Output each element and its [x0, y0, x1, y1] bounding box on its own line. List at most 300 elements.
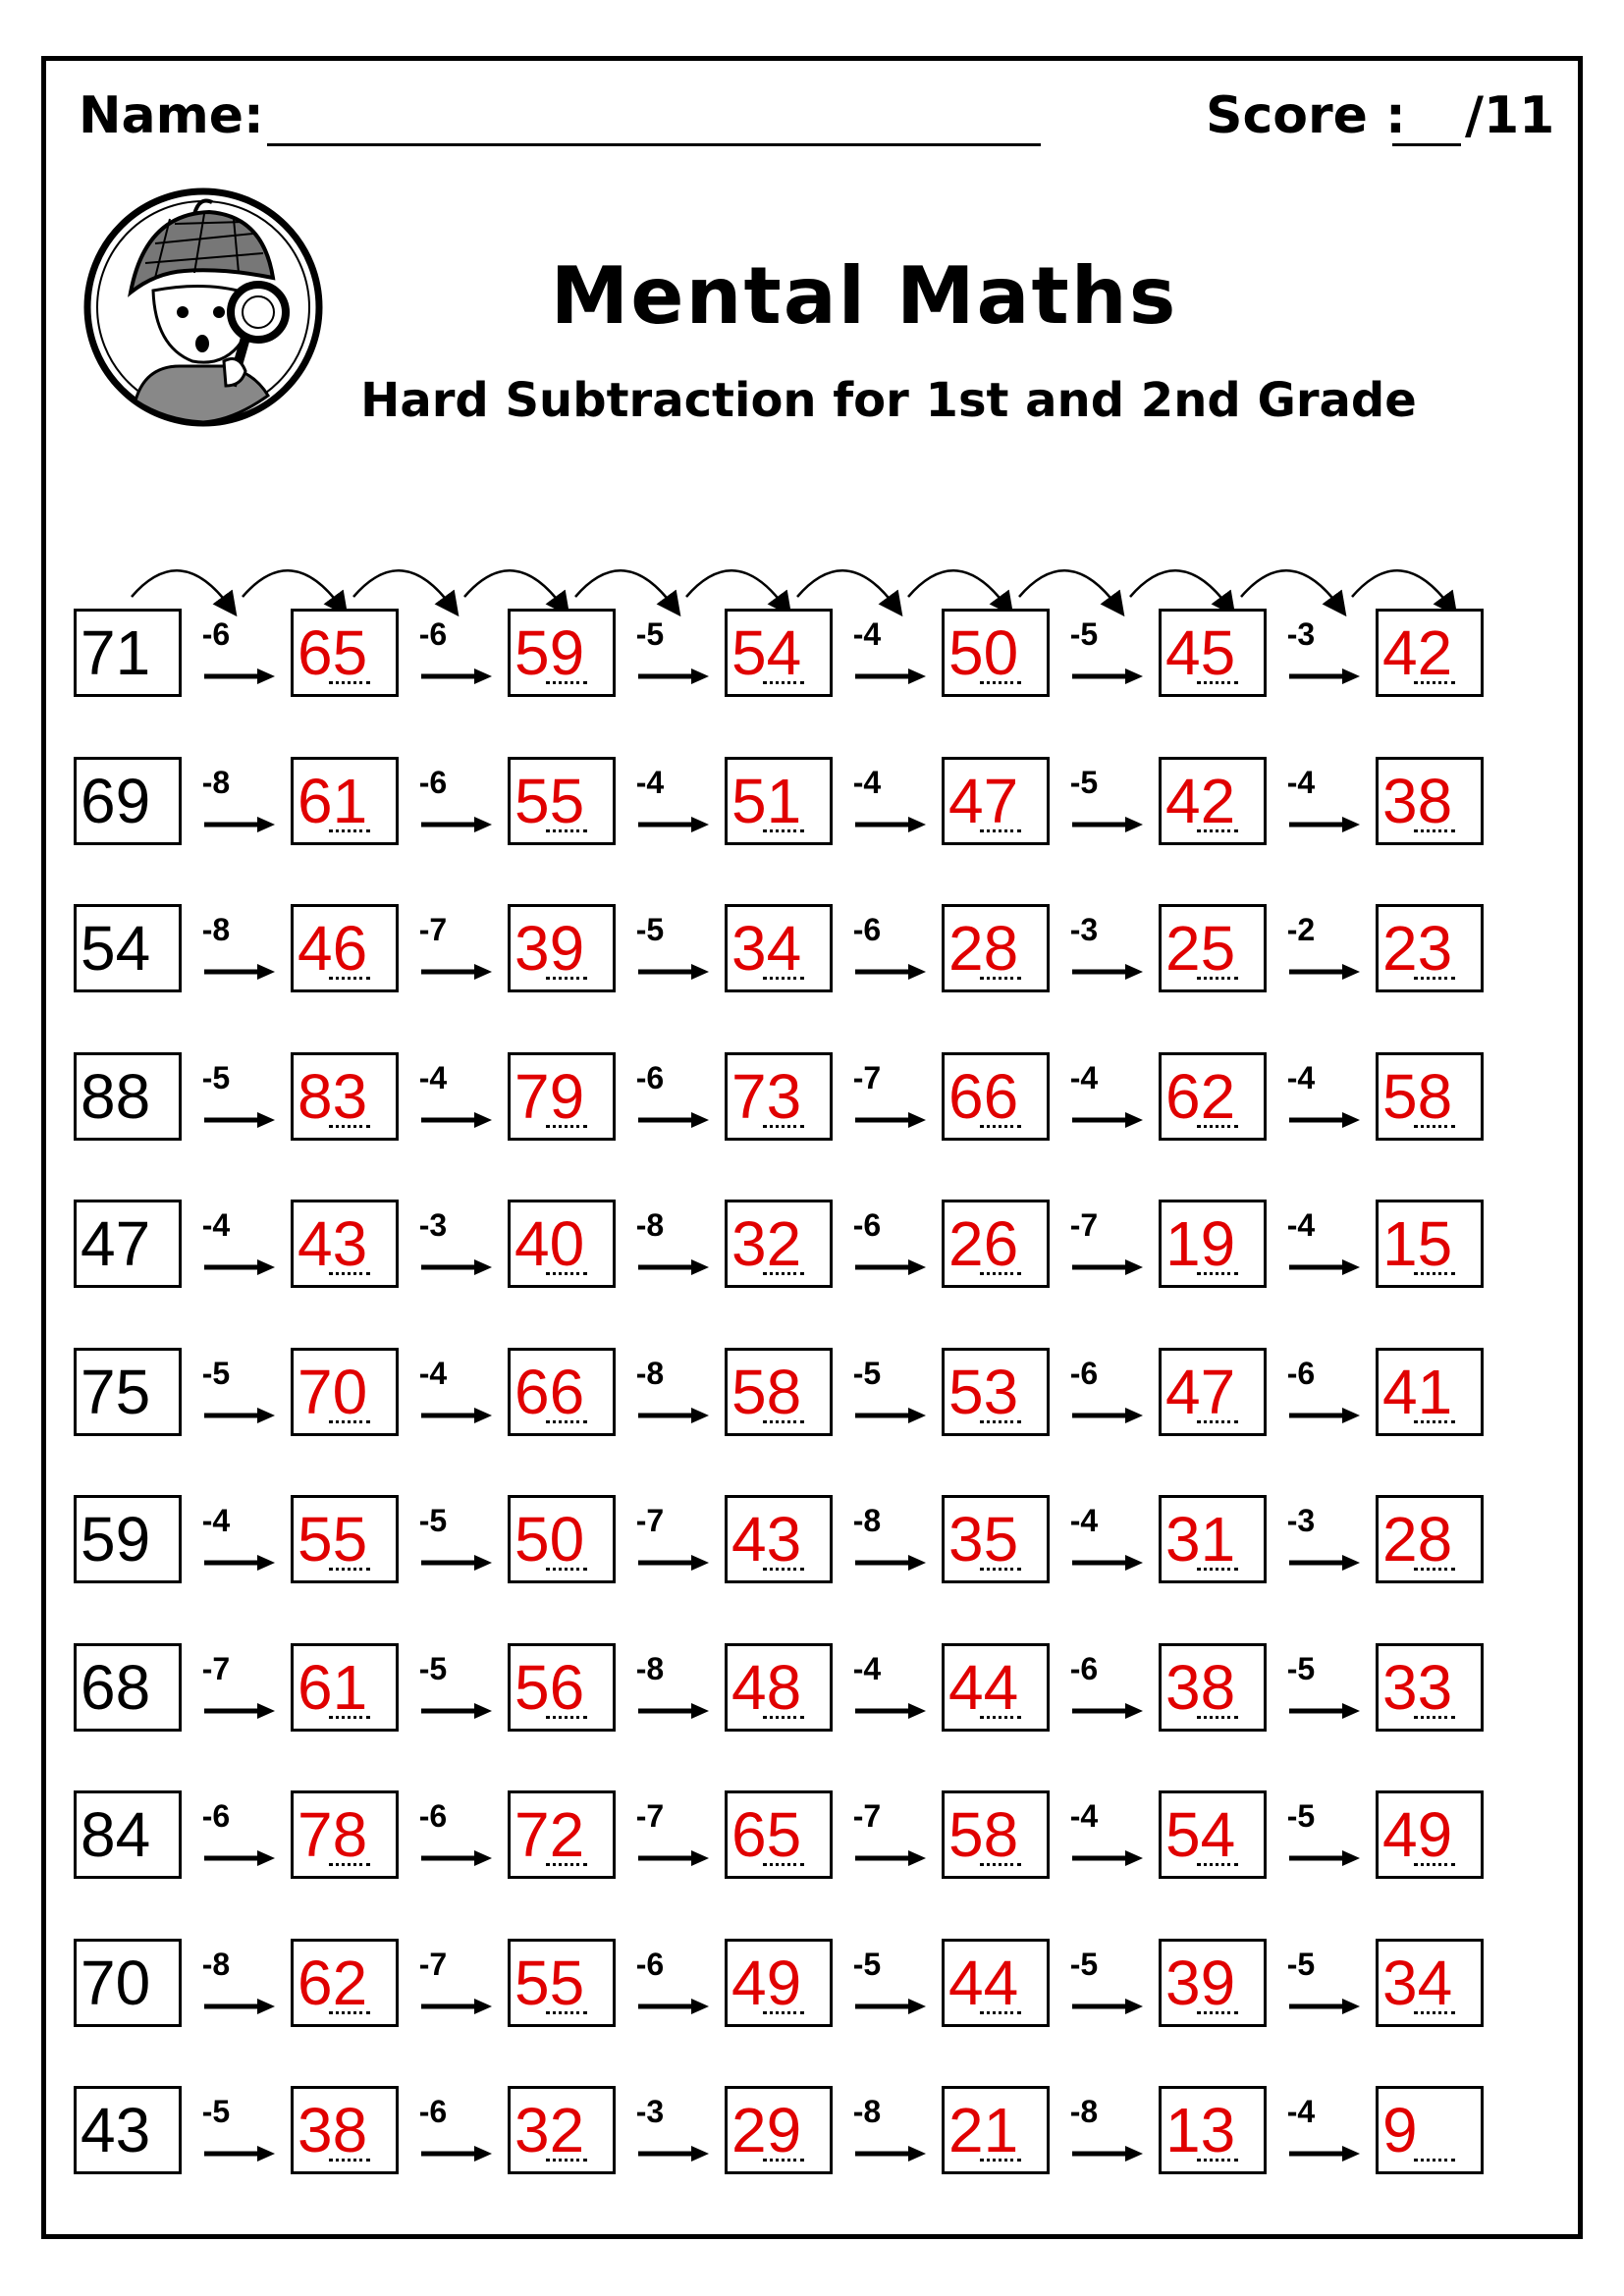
answer-value: 83: [298, 1061, 368, 1132]
right-arrow-icon: [1287, 1258, 1362, 1276]
answer-dotted-line: [763, 681, 804, 684]
right-arrow-icon: [636, 1702, 711, 1720]
answer-value: 72: [514, 1799, 585, 1870]
answer-value: 66: [948, 1061, 1019, 1132]
answer-box[interactable]: [508, 2086, 616, 2174]
answer-box[interactable]: [291, 1200, 399, 1288]
step-label: -4: [1069, 1060, 1099, 1095]
step-label: -6: [201, 1798, 231, 1834]
step-label: -7: [418, 912, 448, 947]
right-arrow-icon: [636, 1849, 711, 1867]
answer-value: 56: [514, 1652, 585, 1723]
answer-dotted-line: [329, 681, 370, 684]
step-label: -6: [852, 912, 882, 947]
answer-value: 55: [514, 766, 585, 836]
answer-box[interactable]: [291, 1348, 399, 1436]
step-label: -5: [1069, 1947, 1099, 1982]
answer-value: 13: [1165, 2095, 1236, 2165]
answer-dotted-line: [1197, 681, 1238, 684]
answer-dotted-line: [546, 2159, 587, 2162]
answer-box[interactable]: [942, 1939, 1050, 2027]
answer-value: 62: [298, 1948, 368, 2018]
right-arrow-icon: [636, 1258, 711, 1276]
score-total: /11: [1465, 86, 1555, 145]
answer-value: 15: [1382, 1208, 1453, 1279]
answer-box[interactable]: [291, 2086, 399, 2174]
answer-value: 29: [731, 2095, 802, 2165]
step-label: -6: [201, 616, 231, 652]
answer-box[interactable]: [1376, 1348, 1484, 1436]
answer-value: 42: [1382, 617, 1453, 688]
answer-value: 43: [731, 1504, 802, 1575]
step-label: -8: [201, 1947, 231, 1982]
right-arrow-icon: [636, 1407, 711, 1424]
right-arrow-icon: [1287, 1111, 1362, 1129]
answer-value: 41: [1382, 1357, 1453, 1427]
answer-dotted-line: [1414, 1568, 1455, 1571]
right-arrow-icon: [419, 1258, 494, 1276]
answer-box[interactable]: [942, 1790, 1050, 1879]
answer-box[interactable]: [1159, 2086, 1267, 2174]
answer-dotted-line: [763, 2011, 804, 2014]
answer-value: 61: [298, 1652, 368, 1723]
answer-box[interactable]: [508, 1052, 616, 1141]
step-label: -7: [201, 1651, 231, 1686]
answer-value: 62: [1165, 1061, 1236, 1132]
answer-dotted-line: [546, 1716, 587, 1719]
answer-value: 38: [1165, 1652, 1236, 1723]
answer-value: 58: [731, 1357, 802, 1427]
step-label: -8: [201, 765, 231, 800]
answer-value: 55: [298, 1504, 368, 1575]
step-label: -3: [1069, 912, 1099, 947]
step-label: -4: [635, 765, 665, 800]
step-label: -7: [1069, 1207, 1099, 1243]
start-number-box: 84: [74, 1790, 182, 1879]
right-arrow-icon: [419, 963, 494, 981]
answer-box[interactable]: [725, 1643, 833, 1732]
answer-box[interactable]: [1376, 757, 1484, 845]
right-arrow-icon: [636, 1111, 711, 1129]
answer-box[interactable]: [1376, 1052, 1484, 1141]
answer-box[interactable]: [291, 1052, 399, 1141]
right-arrow-icon: [1287, 2145, 1362, 2163]
answer-value: 44: [948, 1948, 1019, 2018]
answer-value: 32: [731, 1208, 802, 1279]
answer-value: 34: [731, 913, 802, 984]
step-label: -5: [418, 1503, 448, 1538]
step-label: -6: [1286, 1356, 1316, 1391]
right-arrow-icon: [853, 1702, 928, 1720]
start-number-box: 43: [74, 2086, 182, 2174]
step-label: -8: [852, 2094, 882, 2129]
right-arrow-icon: [1070, 1258, 1145, 1276]
right-arrow-icon: [1070, 667, 1145, 685]
answer-value: 49: [731, 1948, 802, 2018]
answer-box[interactable]: [725, 1790, 833, 1879]
answer-box[interactable]: [1159, 1200, 1267, 1288]
step-label: -8: [1069, 2094, 1099, 2129]
answer-box[interactable]: [725, 1200, 833, 1288]
step-label: -4: [418, 1356, 448, 1391]
step-label: -6: [418, 2094, 448, 2129]
answer-value: 32: [514, 2095, 585, 2165]
step-label: -3: [418, 1207, 448, 1243]
answer-dotted-line: [1197, 1863, 1238, 1866]
answer-box[interactable]: [725, 1348, 833, 1436]
answer-box[interactable]: [1376, 2086, 1484, 2174]
answer-value: 53: [948, 1357, 1019, 1427]
step-label: -6: [635, 1947, 665, 1982]
answer-dotted-line: [1414, 1420, 1455, 1423]
answer-dotted-line: [546, 1863, 587, 1866]
right-arrow-icon: [1287, 1849, 1362, 1867]
step-label: -8: [635, 1651, 665, 1686]
answer-box[interactable]: [942, 1643, 1050, 1732]
answer-box[interactable]: [725, 2086, 833, 2174]
answer-dotted-line: [1197, 977, 1238, 980]
step-label: -5: [852, 1947, 882, 1982]
answer-box[interactable]: [1159, 1348, 1267, 1436]
step-label: -6: [418, 616, 448, 652]
answer-dotted-line: [1197, 1125, 1238, 1128]
answer-box[interactable]: [1159, 1643, 1267, 1732]
answer-value: 42: [1165, 766, 1236, 836]
answer-box[interactable]: [725, 1052, 833, 1141]
answer-dotted-line: [763, 1863, 804, 1866]
answer-value: 23: [1382, 913, 1453, 984]
answer-dotted-line: [1197, 1420, 1238, 1423]
right-arrow-icon: [636, 667, 711, 685]
answer-box[interactable]: [508, 757, 616, 845]
answer-box[interactable]: [508, 904, 616, 992]
right-arrow-icon: [419, 816, 494, 833]
answer-dotted-line: [763, 1568, 804, 1571]
answer-box[interactable]: [508, 1643, 616, 1732]
right-arrow-icon: [1287, 1998, 1362, 2015]
answer-dotted-line: [546, 1420, 587, 1423]
step-label: -5: [201, 1060, 231, 1095]
step-label: -5: [418, 1651, 448, 1686]
right-arrow-icon: [1070, 816, 1145, 833]
answer-value: 39: [1165, 1948, 1236, 2018]
answer-dotted-line: [1197, 2011, 1238, 2014]
step-label: -4: [1286, 1207, 1316, 1243]
right-arrow-icon: [202, 2145, 277, 2163]
step-label: -7: [635, 1503, 665, 1538]
step-label: -4: [852, 765, 882, 800]
answer-dotted-line: [1414, 681, 1455, 684]
step-label: -8: [201, 912, 231, 947]
right-arrow-icon: [636, 1998, 711, 2015]
right-arrow-icon: [202, 963, 277, 981]
right-arrow-icon: [853, 667, 928, 685]
answer-box[interactable]: [942, 1200, 1050, 1288]
answer-value: 45: [1165, 617, 1236, 688]
right-arrow-icon: [1070, 2145, 1145, 2163]
step-label: -4: [852, 616, 882, 652]
right-arrow-icon: [1070, 1407, 1145, 1424]
step-label: -5: [1069, 616, 1099, 652]
right-arrow-icon: [853, 816, 928, 833]
answer-box[interactable]: [1376, 1790, 1484, 1879]
answer-value: 35: [948, 1504, 1019, 1575]
answer-dotted-line: [329, 1568, 370, 1571]
right-arrow-icon: [1070, 1111, 1145, 1129]
answer-box[interactable]: [1159, 757, 1267, 845]
answer-box[interactable]: [291, 904, 399, 992]
answer-dotted-line: [1197, 1568, 1238, 1571]
step-label: -4: [1286, 1060, 1316, 1095]
answer-dotted-line: [329, 977, 370, 980]
answer-box[interactable]: [942, 1495, 1050, 1583]
step-label: -2: [1286, 912, 1316, 947]
answer-box[interactable]: [508, 1348, 616, 1436]
right-arrow-icon: [419, 667, 494, 685]
answer-dotted-line: [980, 1272, 1021, 1275]
answer-value: 54: [1165, 1799, 1236, 1870]
answer-value: 51: [731, 766, 802, 836]
answer-dotted-line: [763, 1125, 804, 1128]
answer-value: 79: [514, 1061, 585, 1132]
answer-box[interactable]: [291, 1790, 399, 1879]
answer-dotted-line: [546, 1125, 587, 1128]
answer-dotted-line: [980, 2159, 1021, 2162]
answer-value: 59: [514, 617, 585, 688]
answer-value: 39: [514, 913, 585, 984]
answer-value: 38: [1382, 766, 1453, 836]
right-arrow-icon: [636, 816, 711, 833]
step-label: -6: [1069, 1356, 1099, 1391]
right-arrow-icon: [853, 963, 928, 981]
answer-value: 78: [298, 1799, 368, 1870]
answer-box[interactable]: [725, 904, 833, 992]
answer-dotted-line: [1414, 2159, 1455, 2162]
answer-value: 58: [1382, 1061, 1453, 1132]
right-arrow-icon: [202, 1849, 277, 1867]
answer-box[interactable]: [1376, 904, 1484, 992]
answer-dotted-line: [1414, 1272, 1455, 1275]
answer-box[interactable]: [725, 609, 833, 697]
answer-value: 43: [298, 1208, 368, 1279]
answer-dotted-line: [329, 1716, 370, 1719]
right-arrow-icon: [202, 816, 277, 833]
answer-dotted-line: [546, 2011, 587, 2014]
step-label: -5: [635, 912, 665, 947]
right-arrow-icon: [202, 1258, 277, 1276]
answer-box[interactable]: [291, 1643, 399, 1732]
answer-box[interactable]: [1376, 609, 1484, 697]
answer-dotted-line: [980, 681, 1021, 684]
right-arrow-icon: [1070, 1849, 1145, 1867]
right-arrow-icon: [202, 1111, 277, 1129]
right-arrow-icon: [1287, 1702, 1362, 1720]
page-title: Mental Maths: [550, 250, 1178, 342]
step-label: -7: [635, 1798, 665, 1834]
answer-value: 25: [1165, 913, 1236, 984]
right-arrow-icon: [419, 1554, 494, 1572]
answer-value: 73: [731, 1061, 802, 1132]
right-arrow-icon: [1287, 1407, 1362, 1424]
right-arrow-icon: [202, 667, 277, 685]
answer-box[interactable]: [942, 1348, 1050, 1436]
answer-dotted-line: [546, 681, 587, 684]
right-arrow-icon: [202, 1407, 277, 1424]
answer-value: 9: [1382, 2095, 1418, 2165]
answer-value: 26: [948, 1208, 1019, 1279]
right-arrow-icon: [1287, 1554, 1362, 1572]
start-number-box: 71: [74, 609, 182, 697]
right-arrow-icon: [202, 1998, 277, 2015]
answer-box[interactable]: [942, 904, 1050, 992]
answer-box[interactable]: [508, 1200, 616, 1288]
answer-dotted-line: [1414, 829, 1455, 832]
step-label: -6: [418, 1798, 448, 1834]
page-subtitle: Hard Subtraction for 1st and 2nd Grade: [360, 373, 1417, 428]
answer-box[interactable]: [508, 1790, 616, 1879]
right-arrow-icon: [1287, 963, 1362, 981]
answer-box[interactable]: [1159, 904, 1267, 992]
step-label: -5: [852, 1356, 882, 1391]
answer-dotted-line: [980, 1420, 1021, 1423]
step-label: -6: [852, 1207, 882, 1243]
answer-box[interactable]: [942, 1052, 1050, 1141]
right-arrow-icon: [419, 1407, 494, 1424]
answer-value: 58: [948, 1799, 1019, 1870]
step-label: -4: [201, 1207, 231, 1243]
step-label: -6: [1069, 1651, 1099, 1686]
answer-box[interactable]: [1376, 1200, 1484, 1288]
score-label: Score :: [1206, 86, 1406, 145]
step-label: -5: [635, 616, 665, 652]
right-arrow-icon: [1070, 1702, 1145, 1720]
step-label: -7: [418, 1947, 448, 1982]
answer-box[interactable]: [1376, 1495, 1484, 1583]
right-arrow-icon: [419, 1702, 494, 1720]
step-label: -4: [1069, 1503, 1099, 1538]
step-label: -3: [635, 2094, 665, 2129]
answer-value: 50: [948, 617, 1019, 688]
right-arrow-icon: [419, 1111, 494, 1129]
answer-box[interactable]: [291, 757, 399, 845]
answer-box[interactable]: [508, 609, 616, 697]
answer-dotted-line: [546, 977, 587, 980]
step-label: -5: [1069, 765, 1099, 800]
answer-dotted-line: [980, 1125, 1021, 1128]
answer-dotted-line: [980, 829, 1021, 832]
start-number-box: 88: [74, 1052, 182, 1141]
right-arrow-icon: [636, 1554, 711, 1572]
answer-value: 21: [948, 2095, 1019, 2165]
answer-dotted-line: [980, 1568, 1021, 1571]
step-label: -5: [1286, 1947, 1316, 1982]
right-arrow-icon: [202, 1554, 277, 1572]
answer-box[interactable]: [942, 757, 1050, 845]
right-arrow-icon: [419, 1998, 494, 2015]
step-label: -6: [635, 1060, 665, 1095]
step-label: -3: [1286, 1503, 1316, 1538]
answer-value: 55: [514, 1948, 585, 2018]
answer-box[interactable]: [942, 2086, 1050, 2174]
answer-dotted-line: [763, 2159, 804, 2162]
step-label: -3: [1286, 616, 1316, 652]
answer-box[interactable]: [1159, 1939, 1267, 2027]
right-arrow-icon: [853, 1407, 928, 1424]
step-label: -6: [418, 765, 448, 800]
answer-dotted-line: [980, 2011, 1021, 2014]
step-label: -4: [852, 1651, 882, 1686]
answer-value: 33: [1382, 1652, 1453, 1723]
answer-value: 34: [1382, 1948, 1453, 2018]
start-number-box: 70: [74, 1939, 182, 2027]
right-arrow-icon: [1070, 1998, 1145, 2015]
answer-dotted-line: [980, 977, 1021, 980]
start-number-box: 69: [74, 757, 182, 845]
right-arrow-icon: [853, 1849, 928, 1867]
answer-value: 48: [731, 1652, 802, 1723]
answer-dotted-line: [329, 1272, 370, 1275]
answer-dotted-line: [1197, 2159, 1238, 2162]
answer-box[interactable]: [508, 1939, 616, 2027]
answer-dotted-line: [329, 829, 370, 832]
answer-box[interactable]: [725, 757, 833, 845]
answer-box[interactable]: [291, 1939, 399, 2027]
answer-value: 40: [514, 1208, 585, 1279]
answer-box[interactable]: [942, 609, 1050, 697]
answer-box[interactable]: [1159, 609, 1267, 697]
answer-box[interactable]: [508, 1495, 616, 1583]
answer-box[interactable]: [1159, 1495, 1267, 1583]
answer-value: 28: [948, 913, 1019, 984]
right-arrow-icon: [1287, 667, 1362, 685]
step-label: -4: [1069, 1798, 1099, 1834]
answer-dotted-line: [546, 829, 587, 832]
step-label: -4: [1286, 765, 1316, 800]
start-number-box: 54: [74, 904, 182, 992]
answer-box[interactable]: [1159, 1052, 1267, 1141]
answer-box[interactable]: [291, 1495, 399, 1583]
right-arrow-icon: [853, 1554, 928, 1572]
start-number-box: 47: [74, 1200, 182, 1288]
answer-box[interactable]: [291, 609, 399, 697]
start-number-box: 68: [74, 1643, 182, 1732]
right-arrow-icon: [636, 963, 711, 981]
answer-box[interactable]: [725, 1495, 833, 1583]
step-label: -8: [635, 1356, 665, 1391]
step-label: -5: [201, 1356, 231, 1391]
right-arrow-icon: [853, 1998, 928, 2015]
answer-value: 19: [1165, 1208, 1236, 1279]
answer-value: 47: [948, 766, 1019, 836]
answer-box[interactable]: [1159, 1790, 1267, 1879]
answer-dotted-line: [763, 1716, 804, 1719]
answer-value: 66: [514, 1357, 585, 1427]
answer-dotted-line: [546, 1568, 587, 1571]
answer-box[interactable]: [725, 1939, 833, 2027]
right-arrow-icon: [419, 1849, 494, 1867]
answer-box[interactable]: [1376, 1643, 1484, 1732]
answer-box[interactable]: [1376, 1939, 1484, 2027]
step-label: -5: [1286, 1798, 1316, 1834]
right-arrow-icon: [636, 2145, 711, 2163]
answer-dotted-line: [329, 2011, 370, 2014]
answer-dotted-line: [1414, 1863, 1455, 1866]
answer-value: 44: [948, 1652, 1019, 1723]
answer-dotted-line: [1414, 1716, 1455, 1719]
right-arrow-icon: [853, 1111, 928, 1129]
step-label: -4: [201, 1503, 231, 1538]
answer-dotted-line: [1414, 2011, 1455, 2014]
